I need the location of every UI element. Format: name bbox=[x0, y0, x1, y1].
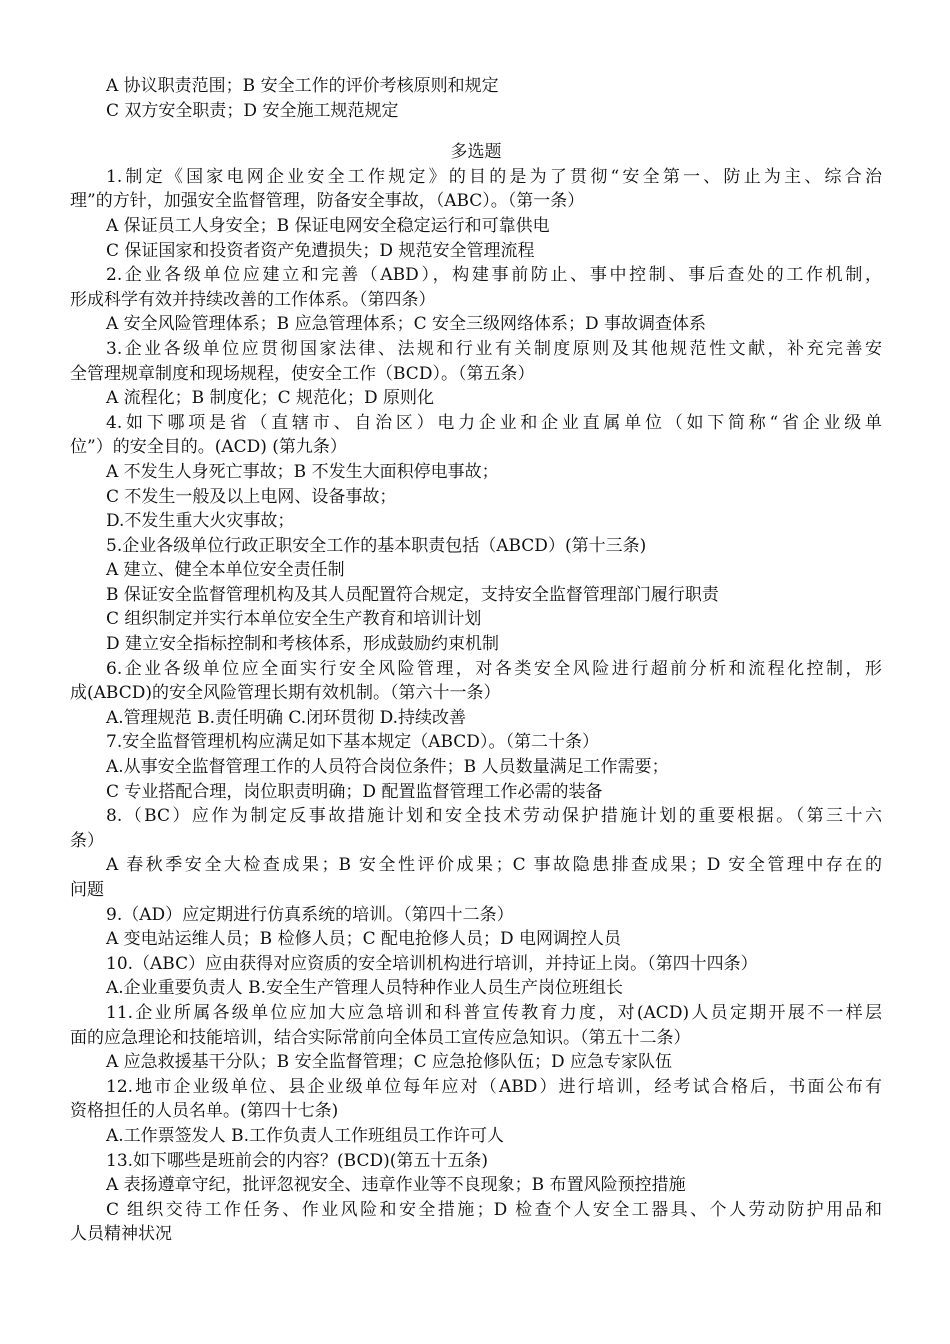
text-line: A.企业重要负责人 B.安全生产管理人员特种作业人员生产岗位班组长 bbox=[106, 978, 623, 999]
text-line: A.工作票签发人 B.工作负责人工作班组员工作许可人 bbox=[106, 1125, 504, 1146]
text-line: 11.企业所属各级单位应加大应急培训和科普宣传教育力度，对(ACD)人员定期开展不一样层 bbox=[106, 1002, 882, 1023]
text-line: B 保证安全监督管理机构及其人员配置符合规定，支持安全监督管理部门履行职责 bbox=[106, 584, 719, 605]
text-line: 面的应急理论和技能培训，结合实际常前向全体员工宣传应急知识。（第五十二条） bbox=[70, 1027, 691, 1048]
text-line: A 安全风险管理体系；B 应急管理体系；C 安全三级网络体系；D 事故调查体系 bbox=[106, 314, 707, 335]
text-line: A 变电站运维人员；B 检修人员；C 配电抢修人员；D 电网调控人员 bbox=[106, 929, 622, 950]
text-line: 10.（ABC）应由获得对应资质的安全培训机构进行培训，并持证上岗。（第四十四条） bbox=[106, 953, 758, 974]
text-line: 4.如下哪项是省（直辖市、自治区）电力企业和企业直属单位（如下简称“省企业级单 bbox=[106, 412, 882, 433]
text-line: 理”的方针，加强安全监督管理，防备安全事故，（ABC）。（第一条） bbox=[70, 191, 585, 212]
text-line: 条） bbox=[70, 830, 104, 851]
text-line: 位”）的安全目的。(ACD) (第九条） bbox=[70, 437, 347, 458]
text-line: A 应急救援基干分队；B 安全监督管理；C 应急抢修队伍；D 应急专家队伍 bbox=[106, 1052, 673, 1073]
text-line: 形成科学有效并持续改善的工作体系。（第四条） bbox=[70, 289, 436, 310]
text-line: A 表扬遵章守纪，批评忽视安全、违章作业等不良现象；B 布置风险预控措施 bbox=[106, 1175, 686, 1196]
text-line: 成(ABCD)的安全风险管理长期有效机制。（第六十一条） bbox=[70, 683, 501, 704]
text-line: A 保证员工人身安全；B 保证电网安全稳定运行和可靠供电 bbox=[106, 215, 550, 236]
text-line: C 组织制定并实行本单位安全生产教育和培训计划 bbox=[106, 609, 482, 630]
text-line: 9.（AD）应定期进行仿真系统的培训。（第四十二条） bbox=[106, 904, 514, 925]
text-line: D 建立安全指标控制和考核体系，形成鼓励约束机制 bbox=[106, 634, 500, 655]
text-line: A.从事安全监督管理工作的人员符合岗位条件；B 人员数量满足工作需要； bbox=[106, 757, 669, 778]
question-list bbox=[70, 165, 882, 1247]
text-line: 7.安全监督管理机构应满足如下基本规定（ABCD）。（第二十条） bbox=[106, 732, 599, 753]
text-line: 8.（BC）应作为制定反事故措施计划和安全技术劳动保护措施计划的重要根据。（第三十六 bbox=[106, 806, 882, 827]
text-line: A 春秋季安全大检查成果；B 安全性评价成果；C 事故隐患排查成果；D 安全管理中存在的 bbox=[106, 855, 882, 876]
text-line: A 流程化；B 制度化；C 规范化；D 原则化 bbox=[106, 388, 435, 409]
text-line: 1.制定《国家电网企业安全工作规定》的目的是为了贯彻“安全第一、防止为主、综合治 bbox=[106, 166, 882, 187]
text-line: 12.地市企业级单位、县企业级单位每年应对（ABD）进行培训，经考试合格后，书面公布有 bbox=[106, 1076, 882, 1097]
text-line: 人员精神状况 bbox=[70, 1224, 172, 1245]
preface-line: C 双方安全职责；D 安全施工规范规定 bbox=[106, 100, 399, 121]
text-line: 5.企业各级单位行政正职安全工作的基本职责包括（ABCD）(第十三条) bbox=[106, 535, 647, 556]
preface-line: A 协议职责范围；B 安全工作的评价考核原则和规定 bbox=[106, 76, 499, 96]
text-line: C 组织交待工作任务、作业风险和安全措施；D 检查个人安全工器具、个人劳动防护用品和 bbox=[106, 1199, 882, 1220]
text-line: 问题 bbox=[70, 880, 104, 900]
text-line: C 不发生一般及以上电网、设备事故； bbox=[106, 486, 397, 507]
text-line: 2.企业各级单位应建立和完善（ABD），构建事前防止、事中控制、事后查处的工作机制， bbox=[106, 265, 882, 286]
text-line: 全管理规章制度和现场规程，使安全工作（BCD）。（第五条） bbox=[70, 363, 535, 384]
text-line: A.管理规范 B.责任明确 C.闭环贯彻 D.持续改善 bbox=[106, 707, 467, 728]
text-line: 资格担任的人员名单。(第四十七条) bbox=[70, 1101, 339, 1122]
section-title: 多选题 bbox=[450, 142, 502, 163]
text-line: 6.企业各级单位应全面实行安全风险管理，对各类安全风险进行超前分析和流程化控制，形 bbox=[106, 658, 882, 679]
preface-block bbox=[70, 74, 882, 123]
text-line: C 专业搭配合理，岗位职责明确；D 配置监督管理工作必需的装备 bbox=[106, 781, 603, 802]
text-line: C 保证国家和投资者资产免遭损失；D 规范安全管理流程 bbox=[106, 240, 535, 261]
text-line: D.不发生重大火灾事故； bbox=[106, 511, 295, 532]
text-line: 13.如下哪些是班前会的内容？(BCD)(第五十五条) bbox=[106, 1150, 489, 1171]
text-line: A 建立、健全本单位安全责任制 bbox=[106, 560, 345, 581]
text-line: A 不发生人身死亡事故；B 不发生大面积停电事故； bbox=[106, 461, 499, 482]
text-line: 3.企业各级单位应贯彻国家法律、法规和行业有关制度原则及其他规范性文献，补充完善安 bbox=[106, 338, 882, 359]
